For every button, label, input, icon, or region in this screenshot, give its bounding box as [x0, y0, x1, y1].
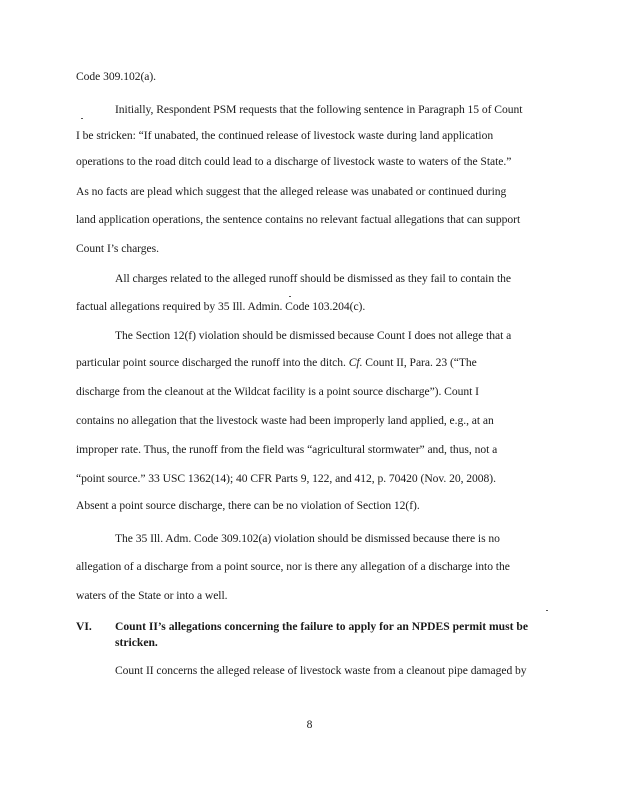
citation-signal: Cf.	[348, 356, 363, 369]
text-line	[76, 356, 477, 370]
text-line: Count II concerns the alleged release of livestock waste from a cleanout pipe damaged by	[115, 664, 527, 677]
section-heading: stricken.	[115, 636, 158, 649]
scan-speck	[289, 296, 291, 297]
text-line: Absent a point source discharge, there can be no violation of Section 12(f).	[76, 499, 420, 512]
text-line: I be stricken: “If unabated, the continued release of livestock waste during land application	[76, 129, 494, 142]
text-line: allegation of a discharge from a point source, nor is there any allegation of a discharge into the	[76, 560, 510, 573]
text-line: All charges related to the alleged runoff should be dismissed as they fail to contain the	[115, 272, 511, 285]
text-line: discharge from the cleanout at the Wildcat facility is a point source discharge”). Count I	[76, 385, 479, 398]
text-line: As no facts are plead which suggest that the alleged release was unabated or continued during	[76, 185, 507, 198]
text-line: improper rate. Thus, the runoff from the field was “agricultural stormwater” and, thus, not a	[76, 443, 498, 456]
text-line: Code 309.102(a).	[76, 70, 157, 83]
text-line: The Section 12(f) violation should be dismissed because Count I does not allege that a	[115, 329, 512, 342]
text-line: Count I’s charges.	[76, 242, 159, 255]
text-line: waters of the State or into a well.	[76, 589, 228, 602]
text-fragment: particular point source discharged the runoff into the ditch.	[76, 356, 346, 369]
text-line: contains no allegation that the livestock waste had been improperly land applied, e.g., at an	[76, 414, 494, 427]
section-number: VI.	[76, 620, 92, 633]
text-line: factual allegations required by 35 Ill. Admin. Code 103.204(c).	[76, 300, 366, 313]
scan-speck	[546, 610, 548, 611]
text-fragment: Count II, Para. 23 (“The	[362, 356, 477, 369]
text-line: Initially, Respondent PSM requests that the following sentence in Paragraph 15 of Count	[115, 103, 523, 116]
text-line: land application operations, the sentence contains no relevant factual allegations that can support	[76, 213, 521, 226]
text-line: “point source.” 33 USC 1362(14); 40 CFR Parts 9, 122, and 412, p. 70420 (Nov. 20, 2008).	[76, 472, 496, 485]
section-heading: Count II’s allegations concerning the failure to apply for an NPDES permit must be	[115, 620, 528, 633]
page-number: 8	[306, 718, 313, 731]
text-line: operations to the road ditch could lead to a discharge of livestock waste to waters of the State.”	[76, 155, 512, 168]
scan-speck	[81, 118, 83, 119]
text-line: The 35 Ill. Adm. Code 309.102(a) violation should be dismissed because there is no	[115, 532, 500, 545]
